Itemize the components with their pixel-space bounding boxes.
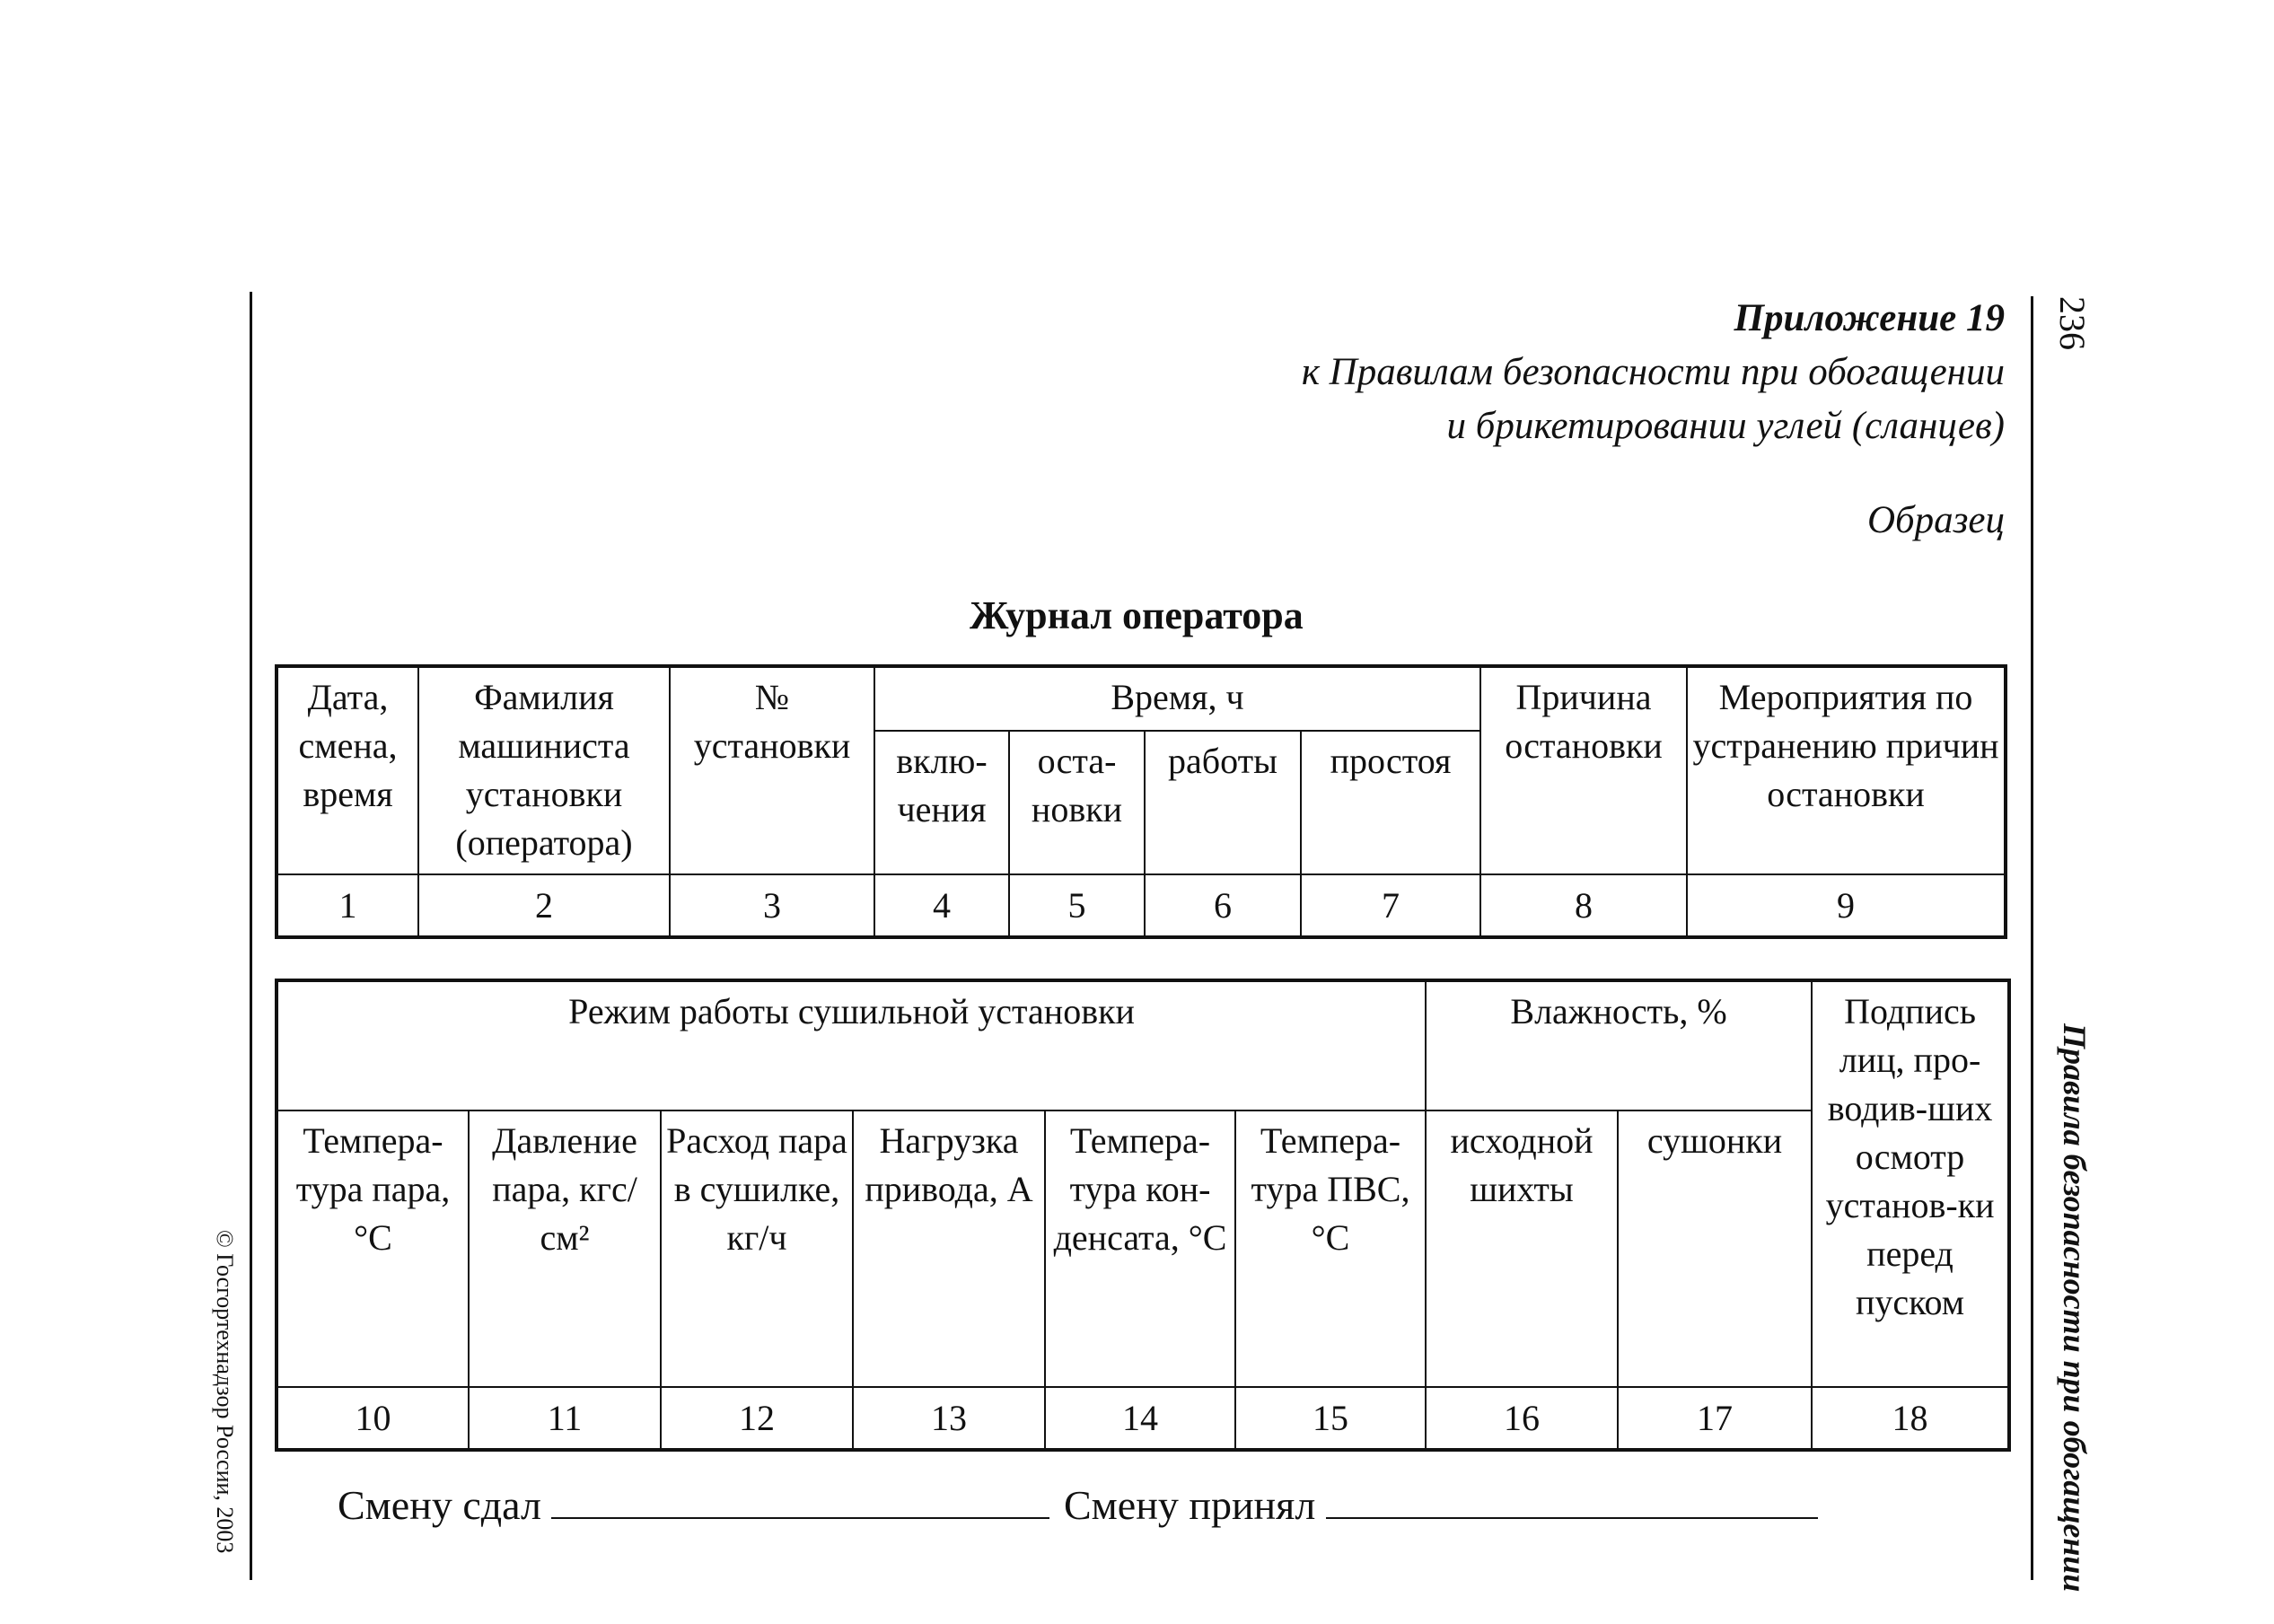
page-number: 236 <box>2052 296 2093 350</box>
header-operator-surname: Фамилия машиниста установки (оператора) <box>418 666 670 874</box>
sample-label: Образец <box>1866 499 2005 541</box>
header-condensate-temperature: Темпера-тура кон-денсата, °С <box>1045 1110 1235 1387</box>
header-time-on: вклю-чения <box>874 731 1009 874</box>
column-number: 12 <box>661 1387 853 1450</box>
column-number: 4 <box>874 874 1009 937</box>
header-corrective-measures: Мероприятия по устранению причин остановки <box>1687 666 2006 874</box>
column-number: 5 <box>1009 874 1145 937</box>
copyright-side-text: © Госгортехнадзор России, 2003 <box>212 1230 238 1554</box>
journal-title: Журнал оператора <box>970 593 1304 637</box>
column-number: 2 <box>418 874 670 937</box>
operator-journal-table-2 <box>275 979 2011 1452</box>
shift-accepted-label: Смену принял <box>1064 1482 1316 1528</box>
appendix-header <box>1302 292 2005 453</box>
appendix-subtitle-line-1: к Правилам безопасности при обогащении <box>1301 351 2005 393</box>
header-steam-flow: Расход пара в сушилке, кг/ч <box>661 1110 853 1387</box>
header-time-idle: простоя <box>1301 731 1480 874</box>
header-time-off: оста-новки <box>1009 731 1145 874</box>
column-number: 8 <box>1480 874 1687 937</box>
shift-accepted-signature-line[interactable] <box>1326 1481 1818 1519</box>
column-number: 7 <box>1301 874 1480 937</box>
right-margin-rule <box>2031 296 2033 1580</box>
column-number: 10 <box>277 1387 469 1450</box>
header-drying-mode-group: Режим работы сушильной установки <box>277 980 1426 1110</box>
shift-accept-field <box>1064 1481 1818 1529</box>
column-number: 18 <box>1812 1387 2009 1450</box>
header-steam-temperature: Темпера-тура пара, °С <box>277 1110 469 1387</box>
header-humidity-initial: исходной шихты <box>1426 1110 1618 1387</box>
appendix-subtitle-line-2: и брикетировании углей (сланцев) <box>1446 405 2005 447</box>
column-number: 16 <box>1426 1387 1618 1450</box>
header-humidity-group: Влажность, % <box>1426 980 1812 1110</box>
column-number: 15 <box>1235 1387 1426 1450</box>
shift-handover-field <box>338 1481 1049 1529</box>
header-drive-load: Нагрузка привода, А <box>853 1110 1045 1387</box>
header-pvs-temperature: Темпера-тура ПВС, °С <box>1235 1110 1426 1387</box>
header-installation-number: № установки <box>670 666 874 874</box>
header-time-group: Время, ч <box>874 666 1480 731</box>
column-number: 3 <box>670 874 874 937</box>
header-stop-reason: Причина остановки <box>1480 666 1687 874</box>
column-number: 14 <box>1045 1387 1235 1450</box>
running-title: Правила безопасности при обогащении <box>2057 1023 2093 1593</box>
shift-handed-over-signature-line[interactable] <box>551 1481 1049 1519</box>
column-number: 11 <box>469 1387 661 1450</box>
header-time-work: работы <box>1145 731 1301 874</box>
column-number: 1 <box>277 874 418 937</box>
header-date-shift-time: Дата, смена, время <box>277 666 418 874</box>
column-number: 9 <box>1687 874 2006 937</box>
column-number: 13 <box>853 1387 1045 1450</box>
left-margin-rule <box>250 292 252 1580</box>
column-number: 6 <box>1145 874 1301 937</box>
appendix-number: Приложение 19 <box>1734 297 2005 339</box>
shift-handed-over-label: Смену сдал <box>338 1482 541 1528</box>
column-number: 17 <box>1618 1387 1812 1450</box>
operator-journal-table-1 <box>275 664 2007 939</box>
header-humidity-dried: сушонки <box>1618 1110 1812 1387</box>
header-steam-pressure: Давление пара, кгс/см² <box>469 1110 661 1387</box>
header-inspector-signature: Подпись лиц, про-водив-ших осмотр установ-ки перед пуском <box>1812 980 2009 1387</box>
